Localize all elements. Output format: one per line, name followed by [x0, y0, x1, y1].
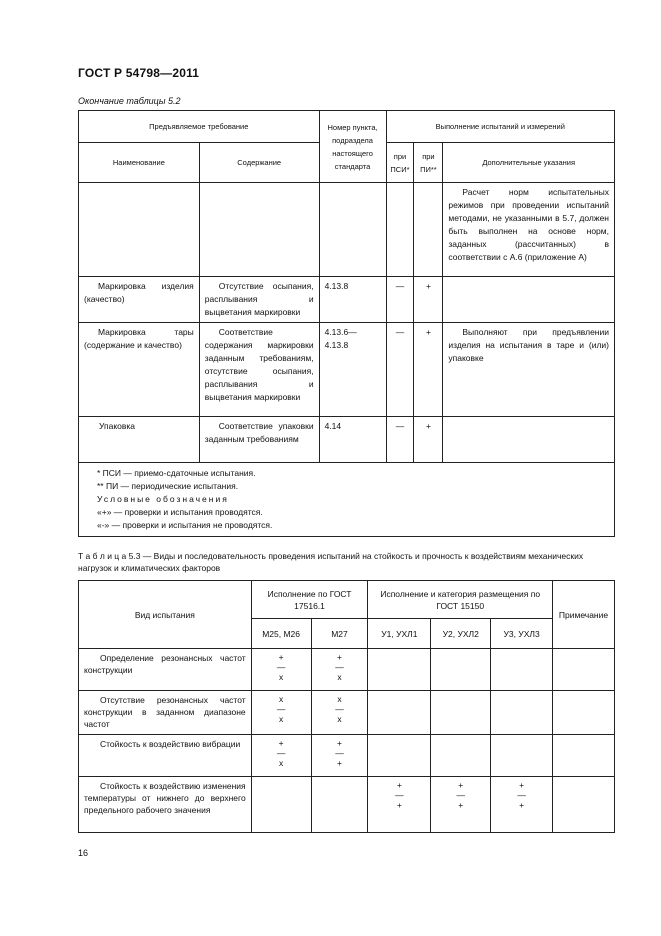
- footnote: Условные обозначения: [97, 494, 229, 504]
- footnote: ** ПИ — периодические испытания.: [97, 481, 239, 491]
- header-psi: при ПСИ*: [386, 143, 414, 183]
- table-row: Определение резонансных частот конструкции + — х + — х: [79, 649, 615, 691]
- footnote: «-» — проверки и испытания не проводятся.: [97, 520, 273, 530]
- header-category: Исполнение и категория размещения по ГОСТ 15150: [368, 581, 553, 619]
- table-5-3-caption: Т а б л и ц а 5.3 — Виды и последовательность проведения испытаний на стойкость и прочность к воздействиям механических нагрузок и климатических факторов: [78, 551, 584, 573]
- notes-cell: Выполняют при предъявлении изделия на испытания в таре и (или) упаковке: [443, 323, 615, 417]
- header-clause: Номер пункта, подраздела настоящего стандарта: [319, 111, 386, 183]
- table-5-3: Вид испытания Исполнение по ГОСТ 17516.1 Исполнение и категория размещения по ГОСТ 15150 Примечание М25, М26 М27 У1, УХЛ1 У2, УХЛ2 У3, УХЛ3 Определение резонансных частот конструкции + — х + — х Отсутствие резонансных частот конструкции в заданном диапазоне частот х — х х — х Стойкость к воздействию вибрации + — х + — + Стойкость к воздействию изменения температуры от нижнего до верхнего предельного рабочего значения + — + + — + + — +: [78, 580, 615, 833]
- table-row: Маркировка тары (содержание и качество) Соответствие содержания маркировки заданным требованиям, отсутствие осыпания, расплывания и выцветания маркировки 4.13.6— 4.13.8 — + Выполняют при предъявлении изделия на испытания в таре и (или) упаковке: [79, 323, 615, 417]
- notes-cell: Расчет норм испытательных режимов при проведении испытаний методами, не указанными в 5.7, должен быть выполнен на основе норм, заданных (рассчитанных) в соответствии с А.6 (приложение А): [443, 183, 615, 277]
- table-row: Стойкость к воздействию вибрации + — х + — +: [79, 735, 615, 777]
- page-number: 16: [78, 848, 89, 858]
- standard-header: ГОСТ Р 54798—2011: [78, 66, 200, 80]
- table-row: Маркировка изделия (качество) Отсутствие осыпания, расплывания и выцветания маркировки 4.13.8 — +: [79, 277, 615, 323]
- header-test-type: Вид испытания: [79, 581, 252, 649]
- table-footnotes: [79, 463, 615, 537]
- header-performance: Выполнение испытаний и измерений: [386, 111, 615, 143]
- table-row: Упаковка Соответствие упаковки заданным требованиям 4.14 — +: [79, 417, 615, 463]
- table-caption: Окончание таблицы 5.2: [78, 96, 181, 106]
- table-row: Стойкость к воздействию изменения температуры от нижнего до верхнего предельного рабочего значения + — + + — + + — +: [79, 777, 615, 833]
- header-pi: при ПИ**: [414, 143, 443, 183]
- header-execution: Исполнение по ГОСТ 17516.1: [251, 581, 368, 619]
- header-requirement: Предъявляемое требование: [79, 111, 320, 143]
- footnote: * ПСИ — приемо-сдаточные испытания.: [97, 468, 256, 478]
- table-row: [79, 183, 615, 277]
- header-remark: Примечание: [553, 581, 615, 649]
- header-name: Наименование: [79, 143, 200, 183]
- table-5-2: [78, 110, 615, 537]
- header-content: Содержание: [199, 143, 319, 183]
- header-notes: Дополнительные указания: [443, 143, 615, 183]
- footnote: «+» — проверки и испытания проводятся.: [97, 507, 263, 517]
- table-row: Отсутствие резонансных частот конструкции в заданном диапазоне частот х — х х — х: [79, 691, 615, 735]
